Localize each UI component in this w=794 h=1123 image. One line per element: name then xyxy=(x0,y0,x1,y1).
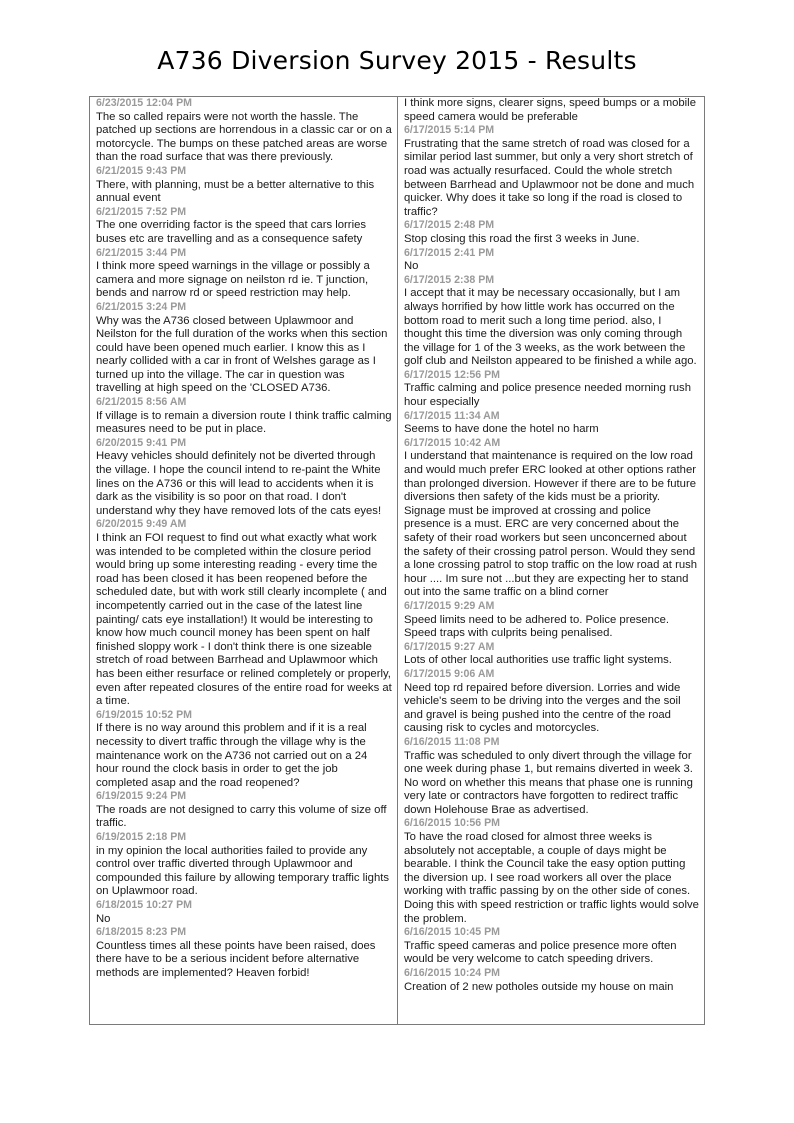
response-entry xyxy=(96,790,392,831)
results-table xyxy=(89,96,705,1025)
response-timestamp: 6/20/2015 9:41 PM xyxy=(96,436,187,449)
response-text: Lots of other local authorities use traffic light systems. xyxy=(404,654,672,667)
response-entry xyxy=(404,641,700,668)
response-timestamp: 6/16/2015 10:24 PM xyxy=(404,967,501,979)
response-timestamp: 6/23/2015 12:04 PM xyxy=(96,97,193,109)
response-entry xyxy=(96,247,392,301)
response-entry xyxy=(404,817,700,926)
response-timestamp: 6/19/2015 10:52 PM xyxy=(96,708,193,721)
response-timestamp: 6/17/2015 9:27 AM xyxy=(404,640,495,653)
response-text: If there is no way around this problem and if it is a real necessity to divert traffic through the village why is the maintenance work on the A736 not carried out on a 24 hour round the clock basis in order to get the job completed asap and the road reopened? xyxy=(96,722,368,789)
response-timestamp: 6/21/2015 7:52 PM xyxy=(96,205,187,218)
response-entry xyxy=(404,124,700,219)
response-text: The so called repairs were not worth the hassle. The patched up sections are horrendous in a classic car or on a motorcycle. The bumps on these patched areas are worse than the road surface that was there previously. xyxy=(96,110,392,164)
response-entry xyxy=(96,709,392,791)
response-entry xyxy=(404,926,700,967)
response-timestamp: 6/17/2015 2:48 PM xyxy=(404,219,495,232)
response-text: I think more speed warnings in the village or possibly a camera and more signage on neilston rd ie. T junction, bends and narrow rd or speed restriction may help. xyxy=(96,260,370,300)
response-timestamp: 6/19/2015 9:24 PM xyxy=(96,790,187,803)
response-entry xyxy=(96,518,392,708)
response-timestamp: 6/17/2015 12:56 PM xyxy=(404,368,501,381)
response-text: in my opinion the local authorities failed to provide any control over traffic diverted through Uplawmoor and compounded this failure by allowing temporary traffic lights on Uplawmoor road. xyxy=(96,844,390,898)
response-entry xyxy=(96,301,392,396)
response-entry xyxy=(404,600,700,641)
response-entry xyxy=(96,831,392,899)
response-text: Seems to have done the hotel no harm xyxy=(404,423,599,436)
response-entry xyxy=(404,410,700,437)
response-text: Need top rd repaired before diversion. Lorries and wide vehicle's seem to be driving into the verges and the soil and gravel is being pushed into the centre of the road causing risk to cycles and motorcycles. xyxy=(404,681,681,735)
response-timestamp: 6/17/2015 9:29 AM xyxy=(404,599,495,612)
response-text: I think more signs, clearer signs, speed bumps or a mobile speed camera would be preferable xyxy=(404,97,696,123)
response-timestamp: 6/21/2015 9:43 PM xyxy=(96,164,187,177)
response-timestamp: 6/17/2015 10:42 AM xyxy=(404,436,501,449)
response-text: No xyxy=(404,260,419,273)
response-text: The roads are not designed to carry this volume of size off traffic. xyxy=(96,803,387,830)
response-text: Traffic calming and police presence needed morning rush hour especially xyxy=(404,382,691,409)
response-entry xyxy=(96,206,392,247)
response-timestamp: 6/19/2015 2:18 PM xyxy=(96,831,187,844)
response-entry xyxy=(404,247,700,274)
response-timestamp: 6/21/2015 3:44 PM xyxy=(96,246,187,259)
response-text: Traffic speed cameras and police presence more often would be very welcome to catch speeding drivers. xyxy=(404,939,677,966)
response-text: Heavy vehicles should definitely not be diverted through the village. I hope the council intend to re-paint the White lines on the A736 or this will lead to accidents when it is dark as the visibility is so poor on that road. I don't understand why they have removed lots of the cats eyes! xyxy=(96,450,382,517)
response-timestamp: 6/17/2015 2:41 PM xyxy=(404,246,495,259)
response-text: If village is to remain a diversion route I think traffic calming measures need to be put in place. xyxy=(96,409,392,436)
response-timestamp: 6/17/2015 5:14 PM xyxy=(404,124,495,137)
response-timestamp: 6/17/2015 9:06 AM xyxy=(404,667,495,680)
response-text: Why was the A736 closed between Uplawmoor and Neilston for the full duration of the works when this section could have been opened much earlier. I know this as I nearly collided with a car in front of Welshes garage as I turned up into the village. The car in question was travelling at high speed on the 'CLOSED A736. xyxy=(96,314,388,395)
response-entry xyxy=(404,437,700,600)
response-text: Speed limits need to be adhered to. Police presence. Speed traps with culprits being penalised. xyxy=(404,613,670,640)
response-timestamp: 6/18/2015 8:23 PM xyxy=(96,926,187,939)
response-text: No xyxy=(96,912,111,925)
response-entry xyxy=(404,219,700,246)
response-entry xyxy=(404,668,700,736)
column-divider xyxy=(397,97,398,1024)
response-timestamp: 6/17/2015 11:34 AM xyxy=(404,409,500,422)
response-text: Countless times all these points have been raised, does there have to be a serious incident before alternative methods are implemented? Heaven forbid! xyxy=(96,939,376,979)
response-timestamp: 6/20/2015 9:49 AM xyxy=(96,518,187,531)
response-text: Creation of 2 new potholes outside my house on main xyxy=(404,980,674,993)
response-entry xyxy=(96,97,392,165)
response-entry xyxy=(404,274,700,369)
page-title: A736 Diversion Survey 2015 - Results xyxy=(157,46,637,75)
response-timestamp: 6/16/2015 11:08 PM xyxy=(404,735,500,748)
response-text: The one overriding factor is the speed that cars lorries buses etc are travelling and as a consequence safety xyxy=(96,219,367,245)
response-text: Traffic was scheduled to only divert through the village for one week during phase 1, but remains diverted in week 3. No word on whether this means that phase one is running very late or contractors have forgotten to redirect traffic down Holehouse Brae as advertised. xyxy=(404,749,693,816)
response-text: There, with planning, must be a better alternative to this annual event xyxy=(96,178,375,205)
response-entry xyxy=(404,97,700,124)
response-text: Frustrating that the same stretch of road was closed for a similar period last summer, but only a very short stretch of road was actually resurfaced. Could the whole stretch between Barrhead and Uplawmoor not be done and much quicker. Why does it take so long if the road is closed to traffic? xyxy=(404,137,695,218)
response-timestamp: 6/17/2015 2:38 PM xyxy=(404,273,495,286)
response-entry xyxy=(404,736,700,818)
response-timestamp: 6/16/2015 10:45 PM xyxy=(404,926,501,939)
response-text: I think an FOI request to find out what exactly what work was intended to be completed within the closure period would bring up some interesting reading - every time the road has been closed it has been reopened before the scheduled date, but with work still clearly incomplete ( and incompetently carried out in the case of the latest line painting/ cats eye installation!) It would be interesting to know how much council money has been spent on half finished sloppy work - I don't think there is one sizeable stretch of road between Barrhead and Uplawmoor which has been either resurface or relined completely or properly, even after repeated closures of the entire road for weeks at a time. xyxy=(96,532,392,708)
response-entry xyxy=(96,437,392,519)
right-column xyxy=(404,97,700,1024)
response-timestamp: 6/21/2015 3:24 PM xyxy=(96,300,187,313)
response-entry xyxy=(96,926,392,980)
response-text: I accept that it may be necessary occasionally, but I am always horrified by how little work has occurred on the bottom road to merit such a long time period. also, I thought this time the diversion was only coming through the village for 1 of the 3 weeks, as the work between the golf club and Neilston appeared to be finished a while ago. xyxy=(404,287,697,368)
left-column xyxy=(96,97,392,1024)
response-entry xyxy=(96,165,392,206)
response-timestamp: 6/16/2015 10:56 PM xyxy=(404,817,501,830)
response-timestamp: 6/18/2015 10:27 PM xyxy=(96,899,193,912)
response-text: I understand that maintenance is required on the low road and would much prefer ERC looked at other options rather than prolonged diversion. However if there are to be future diversions then safety of the kids must be a priority. Signage must be improved at crossing and police presence is a must. ERC are very concerned about the safety of their road workers but seen unconcerned about the safety of their crossing patrol person. Would they send a lone crossing patrol to stop traffic on the low road at rush hour .... Im sure not ...but they are expecting her to stand out into the same traffic on a blind corner xyxy=(404,450,698,599)
response-text: Stop closing this road the first 3 weeks in June. xyxy=(404,232,640,245)
response-entry xyxy=(96,899,392,926)
response-entry xyxy=(96,396,392,437)
response-entry xyxy=(404,369,700,410)
response-entry xyxy=(404,967,700,994)
response-timestamp: 6/21/2015 8:56 AM xyxy=(96,396,187,409)
response-text: To have the road closed for almost three weeks is absolutely not acceptable, a couple of days might be bearable. I think the Council take the easy option putting the diversion up. I see road workers all over the place working with traffic passing by on the other side of cones. Doing this with speed restriction or traffic lights would solve the problem. xyxy=(404,831,699,925)
